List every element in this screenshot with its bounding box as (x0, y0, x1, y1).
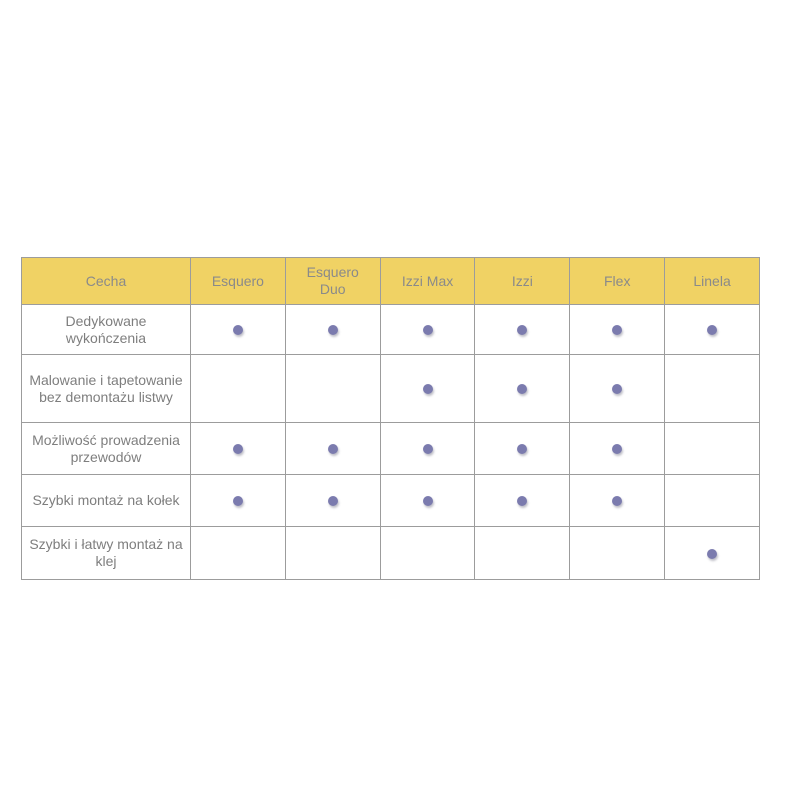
support-cell (380, 305, 475, 355)
support-cell (191, 423, 286, 475)
feature-available-dot-icon (517, 496, 527, 506)
feature-available-dot-icon (233, 496, 243, 506)
support-cell (191, 527, 286, 580)
support-cell (285, 355, 380, 423)
support-cell (665, 355, 760, 423)
feature-available-dot-icon (423, 444, 433, 454)
support-cell (380, 355, 475, 423)
support-cell (570, 305, 665, 355)
table-row (22, 475, 760, 527)
product-column-header: Flex (570, 258, 665, 305)
feature-label: Malowanie i tapetowanie bez demontażu listwy (22, 355, 191, 423)
support-cell (570, 355, 665, 423)
support-cell (665, 423, 760, 475)
table-row (22, 305, 760, 355)
feature-column-header: Cecha (22, 258, 191, 305)
support-cell (191, 475, 286, 527)
support-cell (191, 355, 286, 423)
support-cell (665, 475, 760, 527)
feature-available-dot-icon (707, 549, 717, 559)
feature-available-dot-icon (612, 325, 622, 335)
feature-label: Szybki i łatwy montaż na klej (22, 527, 191, 580)
support-cell (475, 475, 570, 527)
feature-available-dot-icon (423, 384, 433, 394)
feature-available-dot-icon (233, 325, 243, 335)
support-cell (285, 305, 380, 355)
feature-available-dot-icon (233, 444, 243, 454)
support-cell (285, 475, 380, 527)
product-column-header: Esquero (191, 258, 286, 305)
table-row (22, 527, 760, 580)
feature-comparison-table (21, 257, 760, 580)
feature-label: Szybki montaż na kołek (22, 475, 191, 527)
feature-available-dot-icon (612, 444, 622, 454)
support-cell (665, 305, 760, 355)
table-header (22, 258, 760, 305)
support-cell (475, 527, 570, 580)
table-row (22, 355, 760, 423)
feature-available-dot-icon (328, 325, 338, 335)
feature-available-dot-icon (707, 325, 717, 335)
product-column-header: Izzi Max (380, 258, 475, 305)
feature-label: Możliwość prowadzenia przewodów (22, 423, 191, 475)
support-cell (191, 305, 286, 355)
feature-available-dot-icon (328, 496, 338, 506)
feature-available-dot-icon (612, 496, 622, 506)
feature-label: Dedykowane wykończenia (22, 305, 191, 355)
feature-available-dot-icon (328, 444, 338, 454)
support-cell (380, 527, 475, 580)
feature-available-dot-icon (423, 325, 433, 335)
table-row (22, 423, 760, 475)
support-cell (570, 527, 665, 580)
header-row (22, 258, 760, 305)
feature-available-dot-icon (517, 325, 527, 335)
feature-available-dot-icon (423, 496, 433, 506)
support-cell (380, 423, 475, 475)
feature-available-dot-icon (517, 444, 527, 454)
support-cell (475, 423, 570, 475)
feature-available-dot-icon (612, 384, 622, 394)
support-cell (570, 475, 665, 527)
feature-available-dot-icon (517, 384, 527, 394)
support-cell (285, 527, 380, 580)
support-cell (380, 475, 475, 527)
product-column-header: Esquero Duo (285, 258, 380, 305)
product-column-header: Linela (665, 258, 760, 305)
product-column-header: Izzi (475, 258, 570, 305)
support-cell (285, 423, 380, 475)
table-body (22, 305, 760, 580)
support-cell (475, 355, 570, 423)
support-cell (475, 305, 570, 355)
support-cell (570, 423, 665, 475)
support-cell (665, 527, 760, 580)
